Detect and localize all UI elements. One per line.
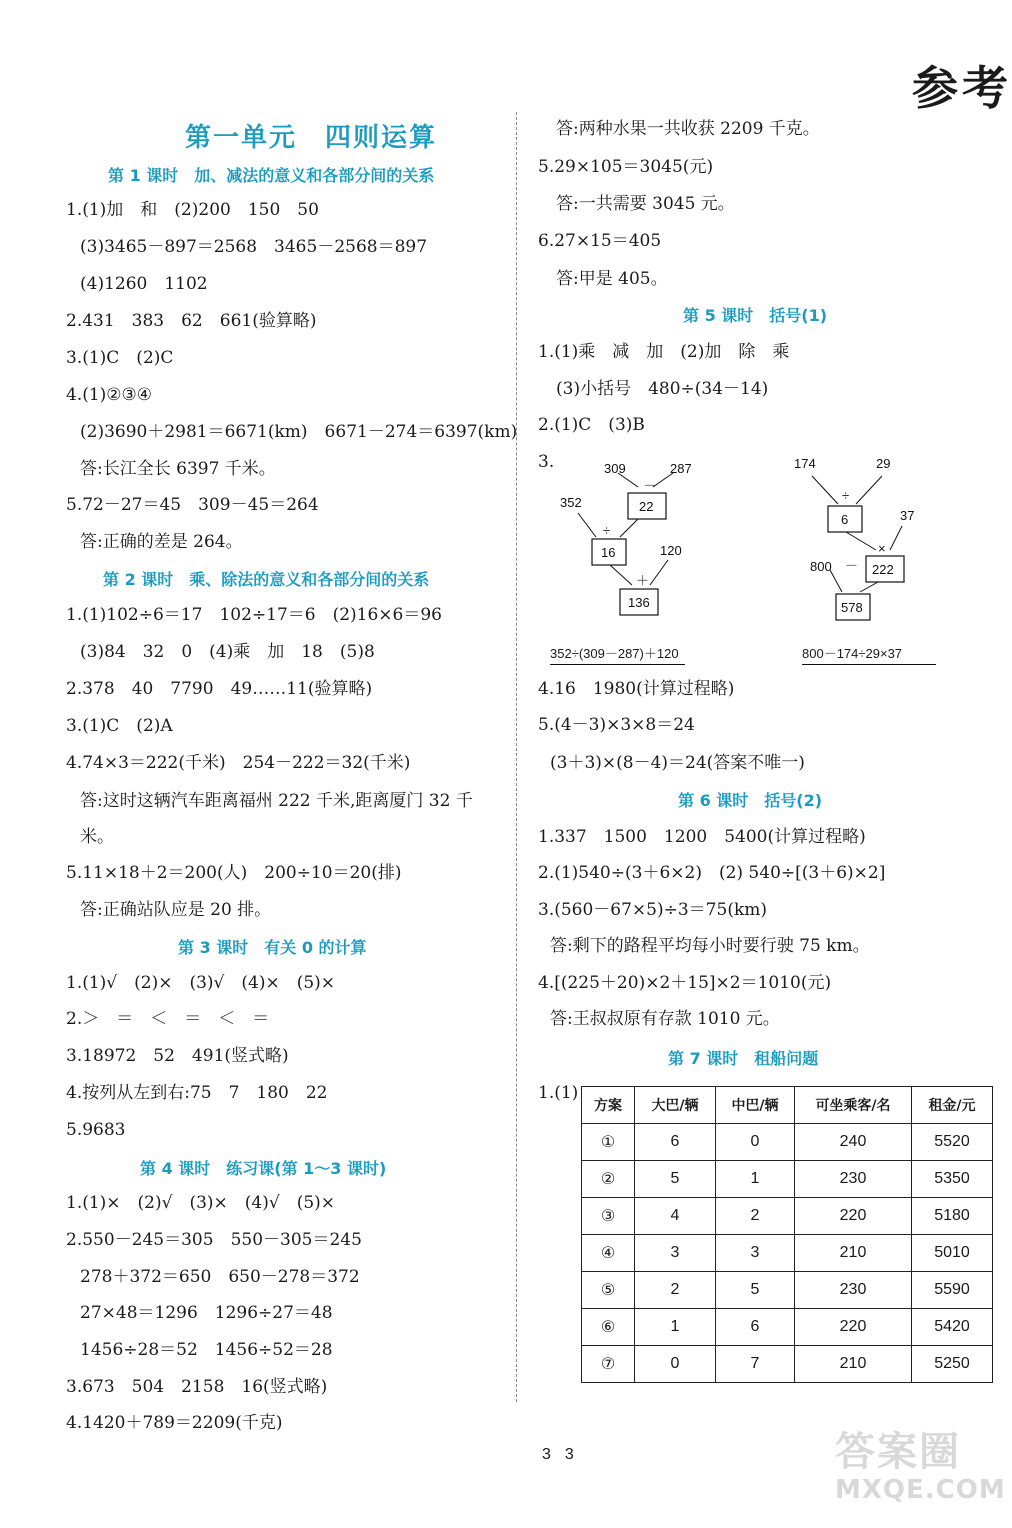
calc-tree-1-svg	[548, 455, 718, 625]
answer-line: 答:王叔叔原有存款 1010 元。	[550, 1009, 780, 1029]
operator: ÷	[842, 488, 850, 503]
table-cell: 230	[795, 1161, 912, 1198]
operand: 29	[876, 456, 891, 471]
answer-line: 答:正确站队应是 20 排。	[80, 900, 272, 920]
table-cell: 210	[795, 1346, 912, 1383]
operand: 800	[810, 559, 832, 574]
answer-line: 5.29×105＝3045(元)	[538, 157, 714, 177]
table-header-cell: 大巴/辆	[635, 1087, 716, 1124]
box-value: 222	[872, 562, 894, 577]
answer-line: 3.(1)C (2)A	[66, 716, 173, 736]
answer-line: 答:长江全长 6397 千米。	[80, 459, 276, 479]
table-row	[582, 1124, 993, 1161]
answer-line: 5.(4－3)×3×8＝24	[538, 715, 695, 735]
watermark-logo	[835, 1429, 1006, 1520]
page-header-title: 参考	[912, 61, 1012, 115]
answer-line: 4.74×3＝222(千米) 254－222＝32(千米)	[66, 753, 411, 773]
answer-line: 2.(1)C (3)B	[538, 415, 645, 435]
table-cell: 220	[795, 1198, 912, 1235]
answer-line: 答:剩下的路程平均每小时要行驶 75 km。	[550, 936, 870, 956]
table-row	[582, 1198, 993, 1235]
table-cell: 7	[716, 1346, 795, 1383]
table-header-row	[582, 1087, 993, 1124]
connector	[650, 560, 668, 585]
watermark-url: MXQE.COM	[835, 1475, 1006, 1505]
answer-line: 1.(1)加 和 (2)200 150 50	[66, 200, 319, 220]
table-cell: 5420	[912, 1309, 993, 1346]
answer-line: (3)小括号 480÷(34－14)	[556, 379, 769, 399]
table-cell: 5350	[912, 1161, 993, 1198]
table-cell: 220	[795, 1309, 912, 1346]
table-cell: 240	[795, 1124, 912, 1161]
answer-line: 5.9683	[66, 1120, 126, 1140]
answer-line: 5.72－27＝45 309－45＝264	[66, 495, 319, 515]
answer-line: 答:两种水果一共收获 2209 千克。	[556, 119, 820, 139]
operand: 120	[660, 543, 682, 558]
answer-line: 米。	[80, 827, 114, 847]
answer-line: 2.378 40 7790 49……11(验算略)	[66, 679, 373, 699]
table-header-cell: 租金/元	[912, 1087, 993, 1124]
table-cell: 230	[795, 1272, 912, 1309]
table-cell: ②	[582, 1161, 635, 1198]
column-divider	[516, 112, 517, 1402]
answer-line: 6.27×15＝405	[538, 231, 662, 251]
lesson-heading: 第 6 课时 括号(2)	[678, 791, 823, 810]
table-row	[582, 1235, 993, 1272]
table-cell: 0	[716, 1124, 795, 1161]
table-cell: 5	[635, 1161, 716, 1198]
table-cell: ③	[582, 1198, 635, 1235]
table-header-cell: 方案	[582, 1087, 635, 1124]
table-body	[582, 1124, 993, 1383]
table-header-cell: 中巴/辆	[716, 1087, 795, 1124]
calc-tree-diagram-2	[790, 452, 940, 626]
calc-tree-diagram-1	[548, 455, 718, 629]
connector	[812, 476, 838, 504]
operand: 309	[604, 461, 626, 476]
page-number: 33	[542, 1446, 588, 1463]
answer-line: 1.(1)102÷6＝17 102÷17＝6 (2)16×6＝96	[66, 605, 442, 625]
answer-line: 1.(1)乘 减 加 (2)加 除 乘	[538, 342, 790, 362]
answer-line: 2.550－245＝305 550－305＝245	[66, 1230, 362, 1250]
table-cell: 4	[635, 1198, 716, 1235]
answer-line: 3.(560－67×5)÷3＝75(km)	[538, 900, 768, 920]
answer-line: 27×48＝1296 1296÷27＝48	[80, 1303, 333, 1323]
answer-line: (3＋3)×(8－4)＝24(答案不唯一)	[550, 753, 805, 773]
answer-line: 4.(1)②③④	[66, 385, 153, 405]
answer-line: (4)1260 1102	[80, 274, 208, 294]
answer-line: 5.11×18＋2＝200(人) 200÷10＝20(排)	[66, 863, 402, 883]
answer-line: 1.(1)× (2)√ (3)× (4)√ (5)×	[66, 1193, 336, 1213]
answer-line: 1.(1)	[538, 1083, 579, 1103]
box-value: 6	[841, 512, 849, 527]
operand: 174	[794, 456, 816, 471]
table-cell: 5520	[912, 1124, 993, 1161]
table-cell: ⑦	[582, 1346, 635, 1383]
box-value: 16	[601, 545, 616, 560]
answer-line: 1456÷28＝52 1456÷52＝28	[80, 1340, 333, 1360]
answer-line: 3.673 504 2158 16(竖式略)	[66, 1377, 328, 1397]
calc-tree-2-svg	[790, 452, 940, 622]
answer-line: 答:正确的差是 264。	[80, 532, 243, 552]
answer-line: 答:这时这辆汽车距离福州 222 千米,距离厦门 32 千	[80, 791, 473, 811]
answer-line: 3.(1)C (2)C	[66, 348, 174, 368]
answer-line: 4.16 1980(计算过程略)	[538, 679, 735, 699]
connector	[890, 526, 902, 550]
table-cell: ⑥	[582, 1309, 635, 1346]
table-cell: 1	[716, 1161, 795, 1198]
answer-line: (3)84 32 0 (4)乘 加 18 (5)8	[80, 642, 375, 662]
box-value: 136	[628, 595, 650, 610]
table-cell: ⑤	[582, 1272, 635, 1309]
table-cell: 6	[635, 1124, 716, 1161]
box-value: 578	[841, 600, 863, 615]
table-row	[582, 1309, 993, 1346]
table-cell: 0	[635, 1346, 716, 1383]
table-cell: 5590	[912, 1272, 993, 1309]
table-cell: 5180	[912, 1198, 993, 1235]
operand: 37	[900, 508, 915, 523]
connector	[578, 513, 596, 537]
answer-line: 3.	[538, 452, 555, 472]
lesson-heading: 第 2 课时 乘、除法的意义和各部分间的关系	[103, 570, 430, 589]
connector	[610, 565, 632, 585]
connector	[830, 570, 842, 592]
table-cell: ④	[582, 1235, 635, 1272]
table-header	[582, 1087, 993, 1124]
answer-line: 1.(1)√ (2)× (3)√ (4)× (5)×	[66, 973, 336, 993]
lesson-heading: 第 5 课时 括号(1)	[683, 306, 828, 325]
calc-tree-1-expression: 352÷(309－287)＋120	[550, 643, 685, 665]
table-cell: 5	[716, 1272, 795, 1309]
operator: ÷	[603, 523, 611, 538]
lesson-heading: 第 7 课时 租船问题	[668, 1049, 819, 1068]
table-cell: 1	[635, 1309, 716, 1346]
answer-line: 2.＞ ＝ ＜ ＝ ＜ ＝	[66, 1009, 270, 1029]
table-row	[582, 1161, 993, 1198]
answer-line: 4.按列从左到右:75 7 180 22	[66, 1083, 328, 1103]
connector	[620, 519, 638, 537]
watermark-text: 答案圈	[835, 1429, 961, 1475]
rental-plan-table	[581, 1086, 993, 1383]
answer-line: 3.18972 52 491(竖式略)	[66, 1046, 289, 1066]
operator: －	[845, 558, 859, 573]
table-cell: 3	[635, 1235, 716, 1272]
table-cell: 3	[716, 1235, 795, 1272]
table-cell: 2	[716, 1198, 795, 1235]
table-header-cell: 可坐乘客/名	[795, 1087, 912, 1124]
answer-line: 2.(1)540÷(3＋6×2) (2) 540÷[(3＋6)×2]	[538, 863, 886, 883]
calc-tree-2-expression: 800－174÷29×37	[802, 643, 936, 665]
table-row	[582, 1346, 993, 1383]
operand: 287	[670, 461, 692, 476]
lesson-heading: 第 3 课时 有关 0 的计算	[178, 938, 367, 957]
unit-title: 第一单元 四则运算	[185, 123, 438, 153]
answer-line: (2)3690＋2981＝6671(km) 6671－274＝6397(km)	[80, 422, 518, 442]
box-value: 22	[639, 499, 654, 514]
answer-line: 答:一共需要 3045 元。	[556, 194, 735, 214]
table-row	[582, 1272, 993, 1309]
connector	[860, 582, 878, 592]
connector	[846, 532, 876, 550]
table-cell: 2	[635, 1272, 716, 1309]
answer-line: 4.1420＋789＝2209(千克)	[66, 1413, 283, 1433]
connector	[856, 476, 882, 504]
answer-line: 278＋372＝650 650－278＝372	[80, 1267, 360, 1287]
answer-line: 答:甲是 405。	[556, 269, 668, 289]
lesson-heading: 第 1 课时 加、减法的意义和各部分间的关系	[108, 166, 435, 185]
table-cell: 6	[716, 1309, 795, 1346]
operator: ＋	[636, 573, 650, 588]
lesson-heading: 第 4 课时 练习课(第 1～3 课时)	[140, 1159, 387, 1178]
table-cell: 5010	[912, 1235, 993, 1272]
table-cell: 210	[795, 1235, 912, 1272]
operator: ×	[878, 541, 886, 556]
answer-line: 4.[(225＋20)×2＋15]×2＝1010(元)	[538, 973, 832, 993]
operator: －	[643, 478, 657, 493]
table-cell: ①	[582, 1124, 635, 1161]
answer-line: 2.431 383 62 661(验算略)	[66, 311, 317, 331]
operand: 352	[560, 495, 582, 510]
table-cell: 5250	[912, 1346, 993, 1383]
answer-line: (3)3465－897＝2568 3465－2568＝897	[80, 237, 428, 257]
answer-line: 1.337 1500 1200 5400(计算过程略)	[538, 827, 866, 847]
